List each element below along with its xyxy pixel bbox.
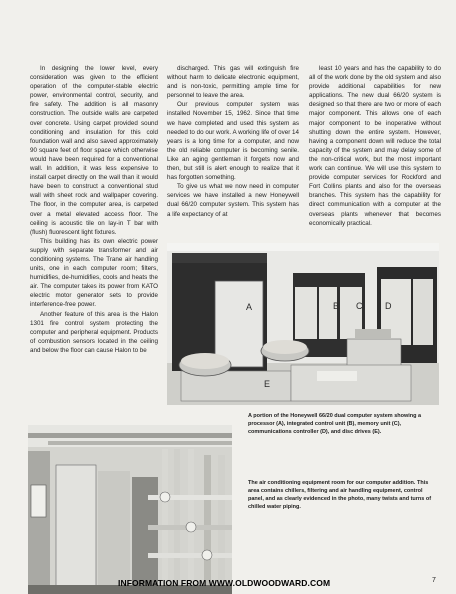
paragraph: discharged. This gas will extinguish fire without harm to delicate electronic equipment, and is non-toxic, permitting ample time for personnel to leave the area. <box>167 65 299 100</box>
paragraph: In designing the lower level, every consideration was given to the efficient operation of the computer-stable electric power, environmental control, security, and fire safety. The addition is all masonry construction. The outside walls are carpeted over concrete. Using carpet provided sound conditioning and insulation for this cold foundation wall and also saved approximately 90 square feet of floor space which otherwise would have been required for a conventional wall. In addition, it was less expensive to install carpet directly on the wall than it would have been to construct a conventional stud wall with sheet rock and wallpaper covering. The floor, in the computer area, is carpeted over a metal elevated access floor. The ceiling is acoustic tile on lay-in T bar with (flush) fluorescent light fixtures. <box>30 65 158 236</box>
source-banner: INFORMATION FROM WWW.OLDWOODWARD.COM <box>118 578 331 588</box>
body-column-3 <box>309 64 441 228</box>
body-column-2 <box>167 64 299 219</box>
air-conditioning-photo-caption: The air conditioning equipment room for our computer addition. This area contains chillers, filtering and air handling equipment, control panel, and as clearly evidenced in the photo, many twists and turns of chilled water piping. <box>248 480 432 510</box>
computer-photo-caption: A portion of the Honeywell 66/20 dual computer system showing a processor (A), integrated control unit (B), memory unit (C), communications controller (D), and disc drives (E). <box>248 413 422 435</box>
air-conditioning-illustration <box>28 425 232 594</box>
label-c: C <box>356 301 363 311</box>
air-conditioning-room-photo <box>28 425 232 594</box>
computer-system-photo <box>167 243 439 405</box>
label-a: A <box>246 302 253 312</box>
paragraph: To give us what we now need in computer services we have installed a new Honeywell dual 66/20 computer system. This system has a life expectancy of at <box>167 183 299 218</box>
paragraph: Another feature of this area is the Halon 1301 fire control system protecting the computer and peripheral equipment. Products of combustion sensors located in the ceiling and below the floor can cause Halon to be <box>30 310 158 354</box>
page-number: 7 <box>432 577 436 584</box>
paragraph: least 10 years and has the capability to do all of the work done by the old system and also provide additional capabilities for new applications. The new dual 66/20 system is designed so that there are two or more of each major component. This allows one of each major component to be inoperative without shutting down the entire system. However, having a component down will reduce the total capacity of the system and may delay some of the non-critical work, but the most important work can continue. We will use this system to provide computer services for Rockford and Fort Collins plants and also for the overseas branches. This system has the capability for direct communication with a computer at the overseas plants whenever that becomes economically practical. <box>309 65 441 227</box>
label-e: E <box>264 379 271 389</box>
paragraph: This building has its own electric power supply with separate transformer and air conditioning systems. The Trane air handling units, one in each computer room; filters, humidifies, de-humidifies, cools and heats the air. The computer takes its power from KATO electric motor generator sets to provide interference-free power. <box>30 237 158 309</box>
computer-system-illustration <box>167 243 439 405</box>
label-b: B <box>333 301 340 311</box>
label-d: D <box>385 301 392 311</box>
paragraph: Our previous computer system was installed November 15, 1962. Since that time we have completed and used this system as needed to do our work. A working life of over 14 years is a long time for a computer, and now the old reliable computer is becoming senile. Like an aging gentleman it forgets now and then, but still is alert enough to realize that it has forgotten something. <box>167 101 299 182</box>
body-column-1 <box>30 64 158 355</box>
